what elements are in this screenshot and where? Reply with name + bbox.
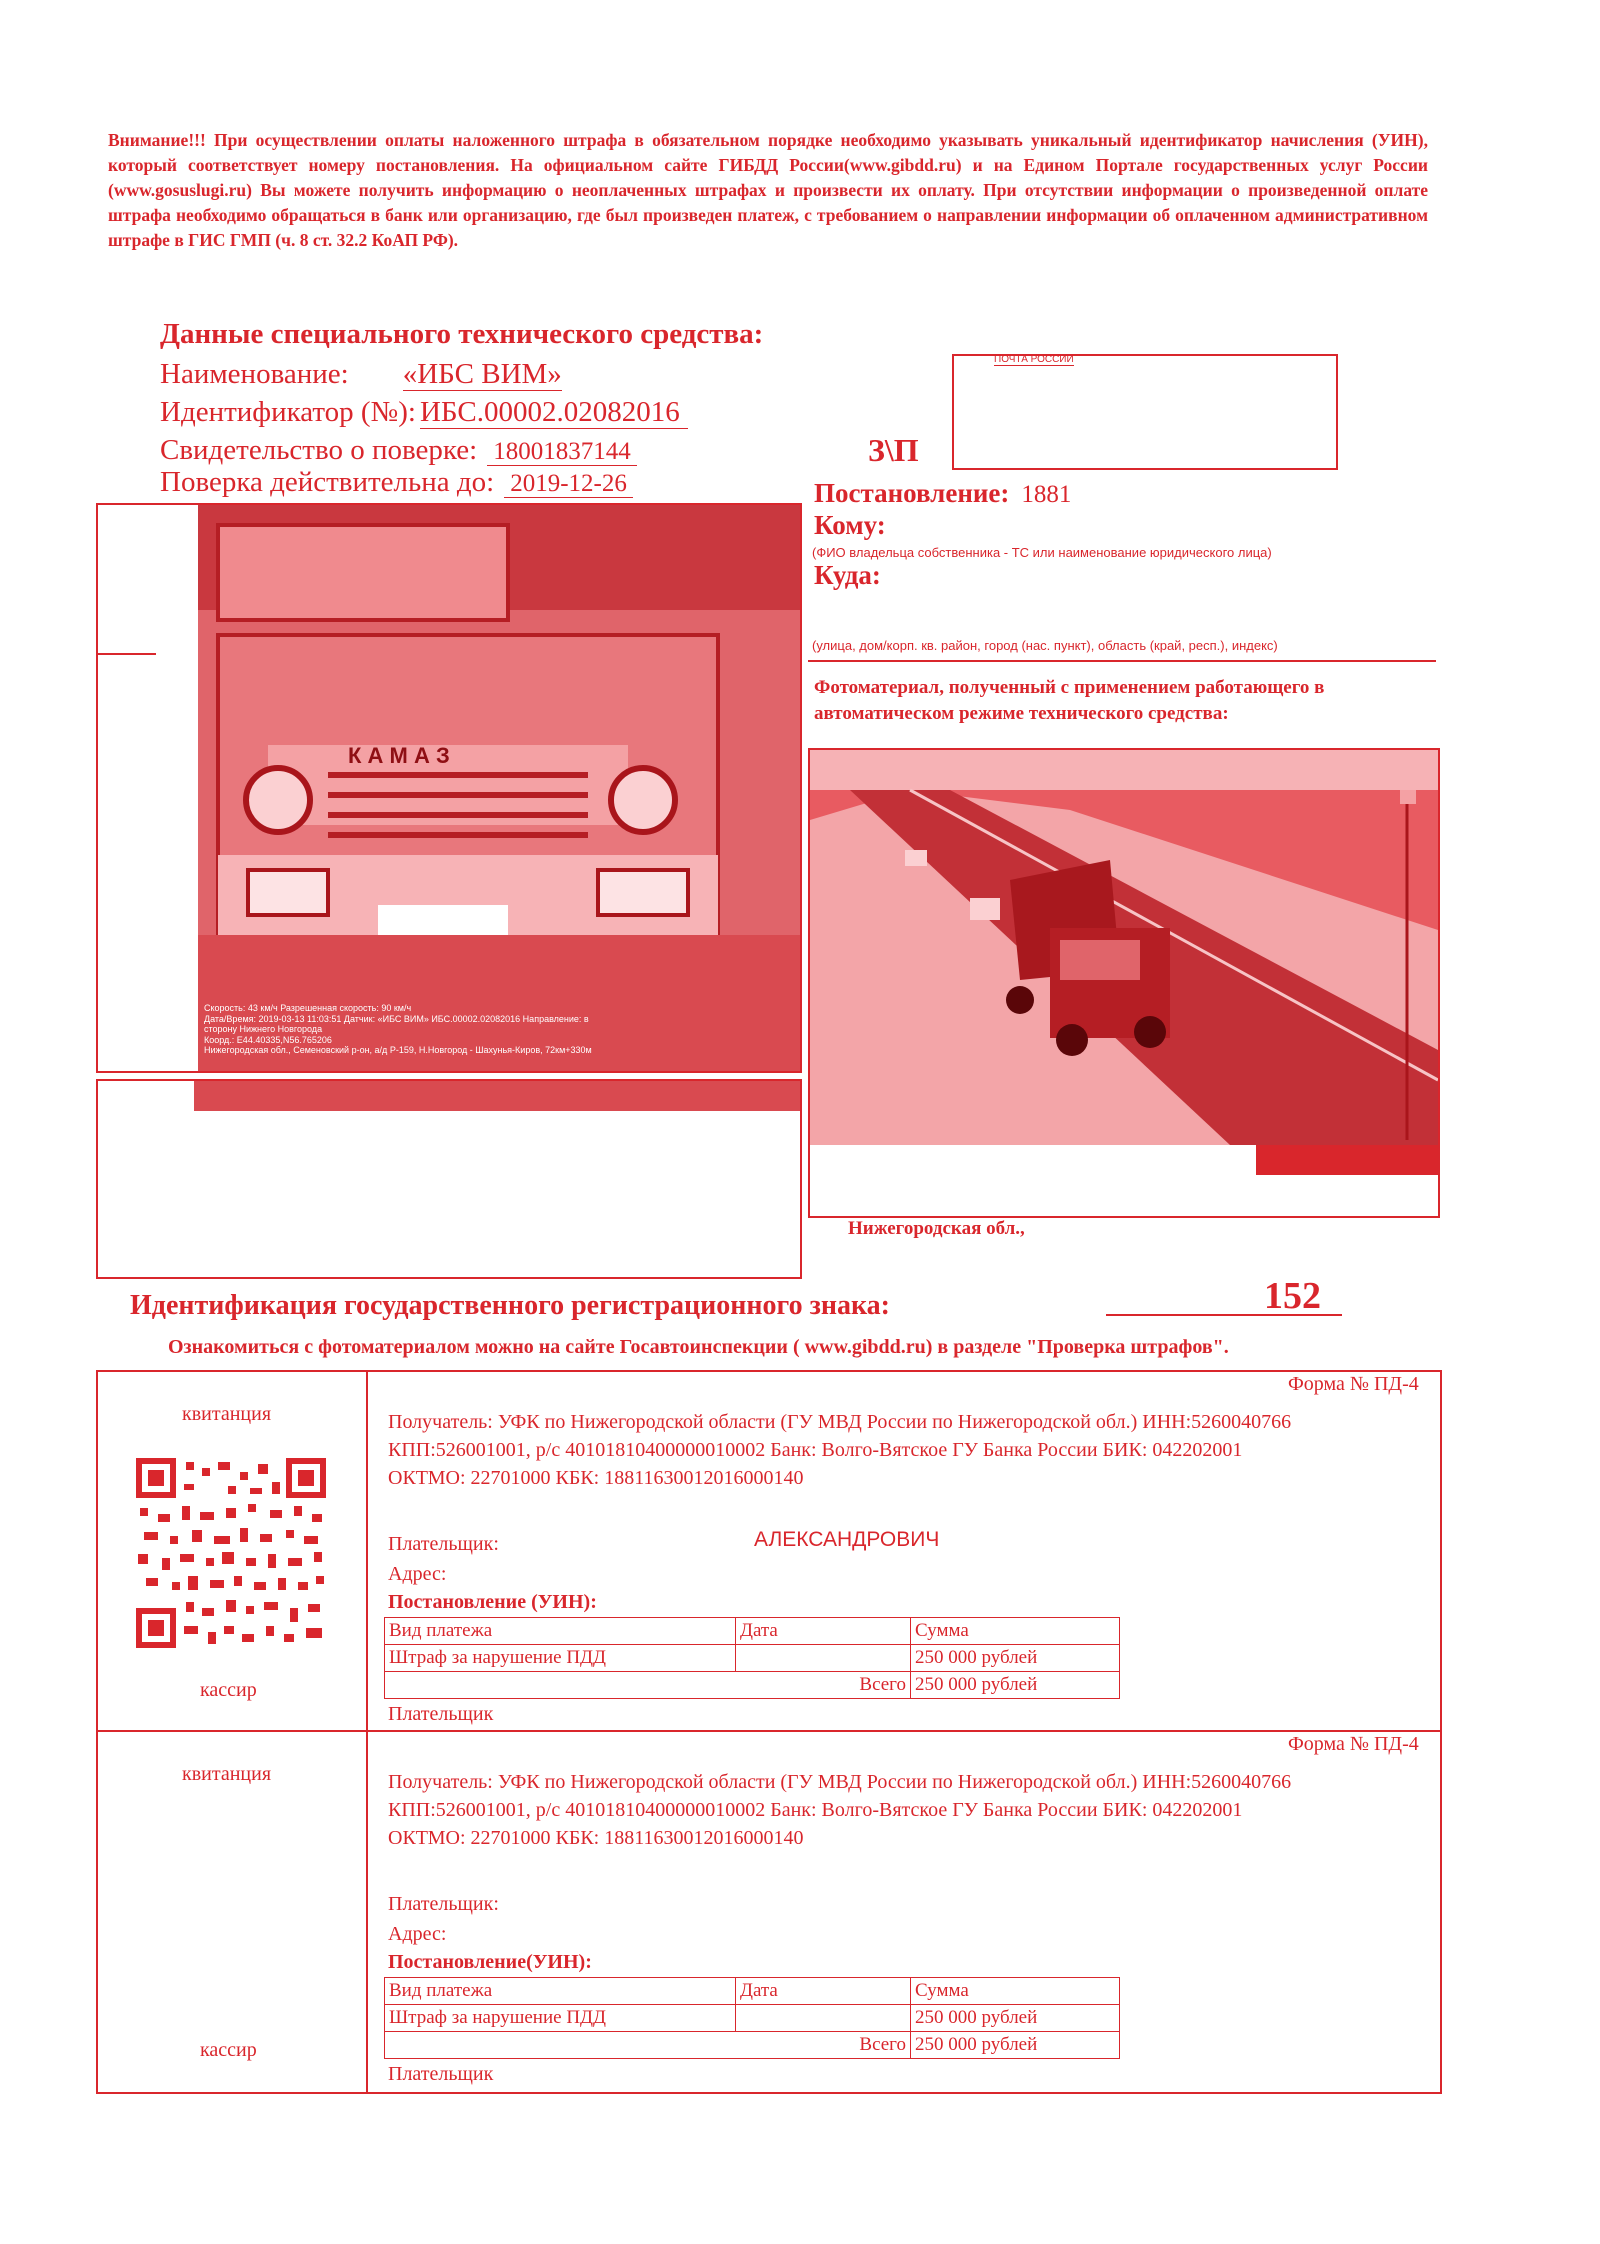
road-scene-photo <box>810 750 1438 1216</box>
device-cert-value: 18001837144 <box>487 438 637 466</box>
recipient-line-2a: Получатель: УФК по Нижегородской области (ГУ МВД России по Нижегородской обл.) ИНН:5260040766 <box>388 1771 1292 1793</box>
payer-label-1: Плательщик: <box>388 1533 499 1555</box>
plate-ident-label: Идентификация государственного регистрационного знака: <box>130 1290 890 1321</box>
device-id-value: ИБС.00002.02082016 <box>420 396 688 429</box>
address-label-1: Адрес: <box>388 1563 447 1585</box>
resolution-number: 1881 <box>1021 481 1072 508</box>
overlay-location: Нижегородская обл., Семеновский р-он, а/д Р-159, Н.Новгород - Шахунья-Киров, 72км+330м <box>204 1045 592 1055</box>
device-name-row <box>160 358 562 391</box>
total-sum-1: 250 000 рублей <box>911 1672 1120 1699</box>
row-date-1 <box>736 1645 911 1672</box>
road-photo-frame <box>808 748 1440 1218</box>
to-hint: (ФИО владельца собственника - ТС или наименование юридического лица) <box>812 545 1272 560</box>
form-label-2: Форма № ПД-4 <box>1288 1733 1419 1755</box>
row-name-2: Штраф за нарушение ПДД <box>385 2005 736 2032</box>
grille-brand-text: К А М А З <box>348 743 450 768</box>
truck-front-photo <box>98 505 800 1071</box>
post-address-box <box>952 354 1338 470</box>
qr-code <box>136 1458 326 1648</box>
device-valid-row <box>160 466 633 499</box>
overlay-speed: Скорость: 43 км/ч Разрешенная скорость: 90 км/ч <box>204 1003 412 1013</box>
payment-table-1 <box>384 1617 1120 1699</box>
recipient-line-1a: Получатель: УФК по Нижегородской области (ГУ МВД России по Нижегородской обл.) ИНН:5260040766 <box>388 1411 1292 1433</box>
recipient-line-2c: ОКТМО: 22701000 КБК: 18811630012016000140 <box>388 1827 804 1849</box>
row-sum-2: 250 000 рублей <box>911 2005 1120 2032</box>
resolution-label: Постановление: <box>814 478 1010 508</box>
qr-code-icon <box>136 1458 326 1648</box>
device-heading: Данные специального технического средства: <box>160 318 764 350</box>
total-label-2: Всего <box>385 2032 911 2059</box>
overlay-datetime: Дата/Время: 2019-03-13 11:03:51 Датчик: «ИБС ВИМ» ИБС.00002.02082016 Направление: в <box>204 1013 589 1024</box>
where-label: Куда: <box>814 560 881 590</box>
form-label-1: Форма № ПД-4 <box>1288 1373 1419 1395</box>
plate-crop-frame <box>96 1079 802 1279</box>
resolution-row <box>814 478 1071 509</box>
col-date-1: Дата <box>736 1618 911 1645</box>
uin-label-1: Постановление (УИН): <box>388 1591 597 1613</box>
signature-1: Плательщик <box>388 1703 494 1725</box>
col-type-1: Вид платежа <box>385 1618 736 1645</box>
plate-value: 152 <box>1264 1275 1321 1317</box>
payment-warning: Внимание!!! При осуществлении оплаты наложенного штрафа в обязательном порядке необходимо указывать уникальный идентификатор начисления (УИН), который соответствует номеру постановления. На официальном сайте ГИБДД России(www.gibdd.ru) и на Едином Портале государственных услуг России (www.gosuslugi.ru) Вы можете получить информацию о неоплаченных штрафах и произвести их оплату. При отсутствии информации о произведенной оплате штрафа необходимо обращаться в банк или организацию, где был произведен платеж, с требованием о направлении информации об оплаченном административном штрафе в ГИС ГМП (ч. 8 ст. 32.2 КоАП РФ). <box>108 130 1428 250</box>
recipient-line-1b: КПП:526001001, р/с 40101810400000010002 Банк: Волго-Вятское ГУ Банка России БИК: 042202001 <box>388 1439 1243 1461</box>
overlay-coords: Коорд.: Е44.40335,N56.765206 <box>204 1034 332 1045</box>
col-type-2: Вид платежа <box>385 1978 736 2005</box>
overlay-direction: сторону Нижнего Новгорода <box>204 1024 323 1034</box>
device-name-label: Наименование: <box>160 358 349 390</box>
photo-caption: Фотоматериал, полученный с применением работающего в автоматическом режиме технического средства: <box>814 677 1325 724</box>
col-sum-2: Сумма <box>911 1978 1120 2005</box>
total-label-1: Всего <box>385 1672 911 1699</box>
receipt-label-2: квитанция <box>182 1763 272 1785</box>
row-date-2 <box>736 2005 911 2032</box>
payer-value-1: АЛЕКСАНДРОВИЧ <box>754 1528 940 1551</box>
device-cert-label: Свидетельство о поверке: <box>160 434 478 466</box>
col-date-2: Дата <box>736 1978 911 2005</box>
where-hint: (улица, дом/корп. кв. район, город (нас. пункт), область (край, респ.), индекс) <box>812 638 1278 653</box>
device-valid-label: Поверка действительна до: <box>160 466 495 498</box>
uin-label-2: Постановление(УИН): <box>388 1951 592 1973</box>
plate-crop-photo <box>98 1081 800 1277</box>
device-valid-value: 2019-12-26 <box>504 470 633 498</box>
address-label-2: Адрес: <box>388 1923 447 1945</box>
col-sum-1: Сумма <box>911 1618 1120 1645</box>
receipt-horizontal-divider <box>96 1730 1440 1732</box>
payer-label-2: Плательщик: <box>388 1893 499 1915</box>
address-divider <box>808 660 1436 662</box>
row-name-1: Штраф за нарушение ПДД <box>385 1645 736 1672</box>
device-id-row <box>160 396 688 429</box>
device-id-label: Идентификатор (№): <box>160 396 416 428</box>
row-sum-1: 250 000 рублей <box>911 1645 1120 1672</box>
cashier-label-1: кассир <box>200 1679 257 1701</box>
region-label: Нижегородская обл., <box>848 1218 1025 1239</box>
receipt-label-1: квитанция <box>182 1403 272 1425</box>
device-cert-row <box>160 434 637 467</box>
receipt-vertical-divider <box>366 1370 368 2094</box>
to-label: Кому: <box>814 510 886 540</box>
photo-overlay <box>204 1003 592 1056</box>
recipient-line-2b: КПП:526001001, р/с 40101810400000010002 Банк: Волго-Вятское ГУ Банка России БИК: 042202001 <box>388 1799 1243 1821</box>
total-sum-2: 250 000 рублей <box>911 2032 1120 2059</box>
signature-2: Плательщик <box>388 2063 494 2085</box>
zp-mark: З\П <box>868 432 919 468</box>
gibdd-notice: Ознакомиться с фотоматериалом можно на сайте Госавтоинспекции ( www.gibdd.ru) в разделе "Проверка штрафов". <box>168 1336 1229 1358</box>
recipient-line-1c: ОКТМО: 22701000 КБК: 18811630012016000140 <box>388 1467 804 1489</box>
cashier-label-2: кассир <box>200 2039 257 2061</box>
device-name-value: «ИБС ВИМ» <box>402 358 562 390</box>
post-stamp-label: ПОЧТА РОССИИ <box>994 354 1074 365</box>
payment-table-2 <box>384 1977 1120 2059</box>
vehicle-closeup-frame <box>96 503 802 1073</box>
